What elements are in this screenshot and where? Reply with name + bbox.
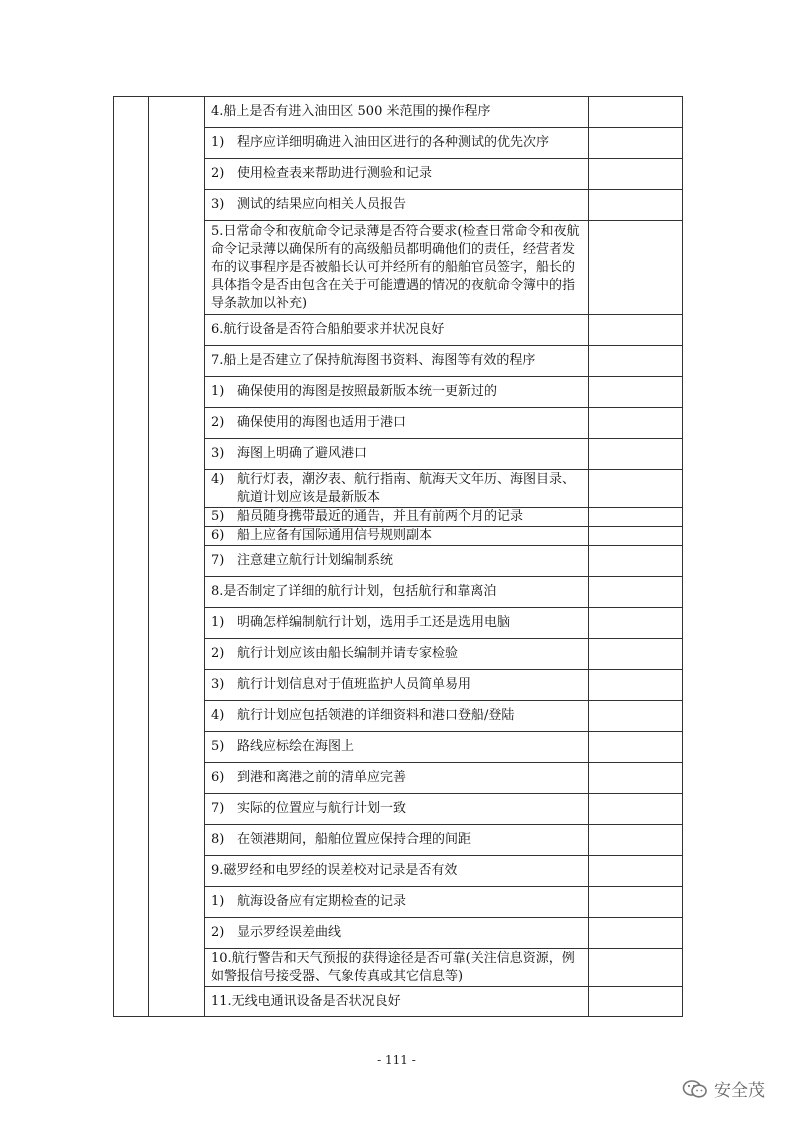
result-cell[interactable] xyxy=(589,794,683,825)
check-item xyxy=(205,856,589,887)
result-cell[interactable] xyxy=(589,577,683,608)
checklist-table xyxy=(113,96,683,1017)
item-text: 在领港期间，船舶位置应保持合理的间距 xyxy=(237,832,472,847)
check-item xyxy=(205,408,589,439)
item-number: 2) xyxy=(211,646,225,661)
result-cell[interactable] xyxy=(589,887,683,918)
result-cell[interactable] xyxy=(589,128,683,159)
result-cell[interactable] xyxy=(589,346,683,377)
item-number: 3) xyxy=(211,446,225,461)
check-item xyxy=(205,190,589,221)
item-number: 7) xyxy=(211,553,225,568)
check-item xyxy=(205,918,589,949)
item-text: 程序应详细明确进入油田区进行的各种测试的优先次序 xyxy=(237,135,550,150)
item-text: 到港和离港之前的清单应完善 xyxy=(237,770,407,785)
item-number: 1) xyxy=(211,135,225,150)
item-text: 5.日常命令和夜航命令记录薄是否符合要求(检查日常命令和夜航命令记录薄以确保所有的高级船员都明确他们的责任，经营者发布的议事程序是否被船长认可并经所有的船舶官员签字，船长的具体指令是否由包含在关于可能遭遇的情况的夜航命令簿中的指导条款加以补充) xyxy=(211,223,580,311)
item-number: 1) xyxy=(211,894,225,909)
section-column xyxy=(114,97,149,1017)
check-item xyxy=(205,949,589,987)
check-item xyxy=(205,701,589,732)
check-item xyxy=(205,639,589,670)
item-text: 路线应标绘在海图上 xyxy=(237,739,355,754)
result-cell[interactable] xyxy=(589,918,683,949)
check-item xyxy=(205,794,589,825)
item-text: 确保使用的海图是按照最新版本统一更新过的 xyxy=(237,384,498,399)
check-item xyxy=(205,763,589,794)
result-cell[interactable] xyxy=(589,608,683,639)
item-number: 1) xyxy=(211,384,225,399)
item-text: 测试的结果应向相关人员报告 xyxy=(237,197,407,212)
item-text: 显示罗经误差曲线 xyxy=(237,925,342,940)
item-text: 海图上明确了避风港口 xyxy=(237,446,368,461)
result-cell[interactable] xyxy=(589,508,683,527)
item-text: 使用检查表来帮助进行测验和记录 xyxy=(237,166,433,181)
result-cell[interactable] xyxy=(589,670,683,701)
item-text: 船上应备有国际通用信号规则副本 xyxy=(237,528,433,543)
item-text: 注意建立航行计划编制系统 xyxy=(237,553,394,568)
checklist-row xyxy=(114,97,683,128)
item-number: 4) xyxy=(211,708,225,723)
item-number: 7) xyxy=(211,801,225,816)
item-number: 4) xyxy=(211,471,225,487)
category-column xyxy=(149,97,205,1017)
check-item xyxy=(205,825,589,856)
item-text: 实际的位置应与航行计划一致 xyxy=(237,801,407,816)
item-text: 4.船上是否有进入油田区 500 米范围的操作程序 xyxy=(211,104,491,119)
check-item xyxy=(205,608,589,639)
item-number: 2) xyxy=(211,925,225,940)
item-number: 8) xyxy=(211,832,225,847)
result-cell[interactable] xyxy=(589,987,683,1017)
check-item xyxy=(205,527,589,546)
check-item xyxy=(205,508,589,527)
item-text: 确保使用的海图也适用于港口 xyxy=(237,415,407,430)
check-item xyxy=(205,439,589,470)
result-cell[interactable] xyxy=(589,97,683,128)
item-text: 航行计划信息对于值班监护人员简单易用 xyxy=(237,677,472,692)
item-text: 航行灯表，潮汐表、航行指南、航海天文年历、海图目录、航道计划应该是最新版本 xyxy=(237,471,576,505)
result-cell[interactable] xyxy=(589,527,683,546)
check-item xyxy=(205,887,589,918)
item-text: 船员随身携带最近的通告，并且有前两个月的记录 xyxy=(237,509,524,524)
check-item xyxy=(205,97,589,128)
check-item xyxy=(205,221,589,315)
item-number: 2) xyxy=(211,415,225,430)
check-item xyxy=(205,670,589,701)
checklist-body xyxy=(114,97,683,1017)
item-text: 9.磁罗经和电罗经的误差校对记录是否有效 xyxy=(211,863,458,878)
result-cell[interactable] xyxy=(589,856,683,887)
item-text: 6.航行设备是否符合船舶要求并状况良好 xyxy=(211,322,445,337)
result-cell[interactable] xyxy=(589,732,683,763)
watermark-label: 安全茂 xyxy=(714,1081,765,1101)
check-item xyxy=(205,128,589,159)
result-cell[interactable] xyxy=(589,825,683,856)
item-text: 航行计划应该由船长编制并请专家检验 xyxy=(237,646,459,661)
result-cell[interactable] xyxy=(589,949,683,987)
result-cell[interactable] xyxy=(589,763,683,794)
page-number: - 111 - xyxy=(377,1053,416,1067)
result-cell[interactable] xyxy=(589,221,683,315)
result-cell[interactable] xyxy=(589,159,683,190)
item-number: 1) xyxy=(211,615,225,630)
check-item xyxy=(205,546,589,577)
check-item xyxy=(205,470,589,508)
result-cell[interactable] xyxy=(589,315,683,346)
result-cell[interactable] xyxy=(589,546,683,577)
result-cell[interactable] xyxy=(589,377,683,408)
item-number: 6) xyxy=(211,770,225,785)
watermark xyxy=(682,1076,765,1101)
item-number: 6) xyxy=(211,528,225,543)
result-cell[interactable] xyxy=(589,701,683,732)
check-item xyxy=(205,315,589,346)
check-item xyxy=(205,732,589,763)
item-number: 3) xyxy=(211,197,225,212)
check-item xyxy=(205,987,589,1017)
item-number: 3) xyxy=(211,677,225,692)
check-item xyxy=(205,577,589,608)
result-cell[interactable] xyxy=(589,470,683,508)
item-text: 航行计划应包括领港的详细资料和港口登船/登陆 xyxy=(237,708,515,723)
item-text: 明确怎样编制航行计划，选用手工还是选用电脑 xyxy=(237,615,511,630)
item-text: 7.船上是否建立了保持航海图书资料、海图等有效的程序 xyxy=(211,353,536,368)
result-cell[interactable] xyxy=(589,439,683,470)
result-cell[interactable] xyxy=(589,639,683,670)
item-number: 5) xyxy=(211,509,225,524)
wechat-icon xyxy=(682,1079,708,1099)
item-text: 10.航行警告和天气预报的获得途径是否可靠(关注信息资源，例如警报信号接受器、气象传真或其它信息等) xyxy=(211,950,575,984)
item-number: 5) xyxy=(211,739,225,754)
item-text: 航海设备应有定期检查的记录 xyxy=(237,894,407,909)
item-text: 8.是否制定了详细的航行计划，包括航行和靠离泊 xyxy=(211,584,497,599)
check-item xyxy=(205,346,589,377)
result-cell[interactable] xyxy=(589,190,683,221)
check-item xyxy=(205,377,589,408)
result-cell[interactable] xyxy=(589,408,683,439)
check-item xyxy=(205,159,589,190)
item-number: 2) xyxy=(211,166,225,181)
item-text: 11.无线电通讯设备是否状况良好 xyxy=(211,993,401,1009)
